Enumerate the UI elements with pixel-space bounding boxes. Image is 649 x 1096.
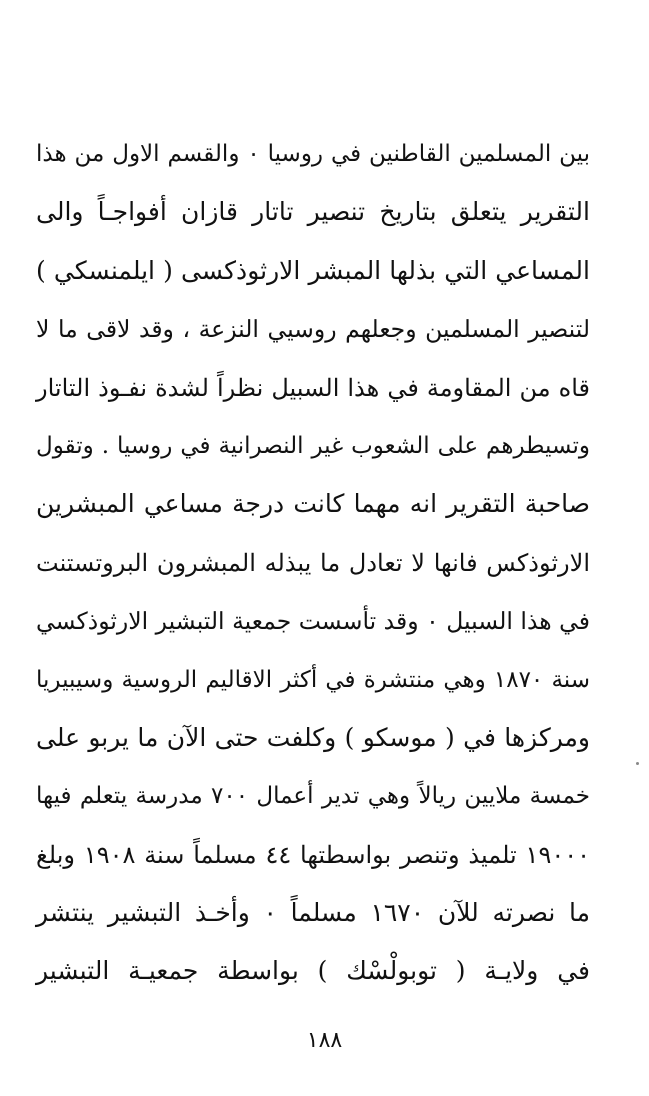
text-line: الارثوذكس فانها لا تعادل ما يبذله المبشرون البروتستنت: [36, 548, 590, 577]
margin-speck: [636, 762, 639, 765]
text-line: ومركزها في ( موسكو ) وكلفت حتى الآن ما يربو على: [36, 722, 590, 752]
text-line: التقرير يتعلق بتاريخ تنصير تاتار قازان أفواجـاً والى: [36, 197, 590, 227]
page-number: ١٨٨: [306, 1028, 343, 1053]
text-line: لتنصير المسلمين وجعلهم روسيي النزعة ، وقد لاقى ما لا: [36, 315, 590, 344]
text-line: وتسيطرهم على الشعوب غير النصرانية في روسيا . وتقول: [36, 432, 590, 459]
text-line: ١٩٠٠٠ تلميذ وتنصر بواسطتها ٤٤ مسلماً سنة ١٩٠٨ وبلغ: [36, 840, 590, 869]
body-text: [36, 125, 590, 1001]
text-line: صاحبة التقرير انه مهما كانت درجة مساعي المبشرين: [36, 489, 590, 519]
text-line: المساعي التي بذلها المبشر الارثوذكسى ( ايلمنسكي ): [36, 255, 590, 285]
text-line: خمسة ملايين ريالاً وهي تدير أعمال ٧٠٠ مدرسة يتعلم فيها: [36, 783, 590, 810]
text-line: بين المسلمين القاطنين في روسيا ٠ والقسم الاول من هذا: [36, 141, 590, 167]
text-line: سنة ١٨٧٠ وهي منتشرة في أكثر الاقاليم الروسية وسيبيريا: [36, 666, 590, 693]
text-line: في ولايـة ( توبولْسْك ) بواسطة جمعيـة التبشير: [36, 956, 590, 986]
text-line: في هذا السبيل ٠ وقد تأسست جمعية التبشير الارثوذكسي: [36, 607, 590, 636]
text-line: ما نصرته للآن ١٦٧٠ مسلماً ٠ وأخـذ التبشير ينتشر: [36, 898, 590, 928]
text-line: قاه من المقاومة في هذا السبيل نظراً لشدة نفـوذ التاتار: [36, 373, 590, 402]
